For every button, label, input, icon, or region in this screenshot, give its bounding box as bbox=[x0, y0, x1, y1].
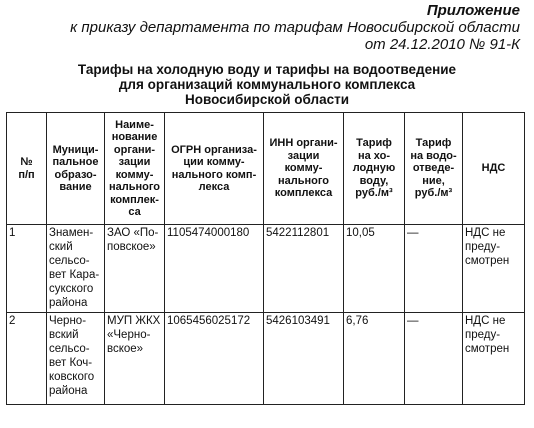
cell-organization: МУП ЖКХ «Черно- вское» bbox=[105, 313, 165, 405]
cell-number: 2 bbox=[7, 313, 47, 405]
header-number: № п/п bbox=[7, 113, 47, 225]
appendix-order-date: от 24.12.2010 № 91-К bbox=[364, 36, 520, 53]
header-water-tariff: Тариф на хо- лодную воду, руб./м³ bbox=[344, 113, 405, 225]
cell-organization: ЗАО «По- повское» bbox=[105, 225, 165, 313]
cell-water-tariff: 10,05 bbox=[344, 225, 405, 313]
cell-number: 1 bbox=[7, 225, 47, 313]
cell-sewage-tariff: — bbox=[405, 225, 463, 313]
appendix-block bbox=[70, 2, 520, 53]
document-title-line-2: для организаций коммунального комплекса bbox=[118, 77, 416, 92]
cell-sewage-tariff: — bbox=[405, 313, 463, 405]
cell-municipality: Знамен- ский сельсо- вет Кара- сукского района bbox=[47, 225, 105, 313]
header-municipality: Муници- пальное образо- вание bbox=[47, 113, 105, 225]
document-title bbox=[0, 62, 534, 107]
header-ogrn: ОГРН организа- ции комму- нального комп- лекса bbox=[165, 113, 264, 225]
header-sewage-tariff: Тариф на водо- отведе- ние, руб./м³ bbox=[405, 113, 463, 225]
header-inn: ИНН органи- зации комму- нального комплекса bbox=[264, 113, 344, 225]
table-header-row bbox=[7, 113, 525, 225]
cell-water-tariff: 6,76 bbox=[344, 313, 405, 405]
cell-municipality: Черно- вский сельсо- вет Коч- ковского района bbox=[47, 313, 105, 405]
cell-ogrn: 1105474000180 bbox=[165, 225, 264, 313]
cell-inn: 5426103491 bbox=[264, 313, 344, 405]
table-row bbox=[7, 313, 525, 405]
header-organization: Наиме- нование органи- зации комму- нального комплек- са bbox=[105, 113, 165, 225]
table-row bbox=[7, 225, 525, 313]
cell-vat: НДС не преду- смотрен bbox=[463, 225, 525, 313]
cell-ogrn: 1065456025172 bbox=[165, 313, 264, 405]
cell-inn: 5422112801 bbox=[264, 225, 344, 313]
document-title-line-1: Тарифы на холодную воду и тарифы на водоотведение bbox=[77, 62, 457, 77]
document-title-line-3: Новосибирской области bbox=[184, 92, 349, 107]
header-vat: НДС bbox=[463, 113, 525, 225]
appendix-order-reference: к приказу департамента по тарифам Новосибирской области bbox=[70, 19, 520, 36]
tariffs-table bbox=[6, 112, 525, 405]
appendix-title: Приложение bbox=[426, 2, 520, 19]
cell-vat: НДС не преду- смотрен bbox=[463, 313, 525, 405]
